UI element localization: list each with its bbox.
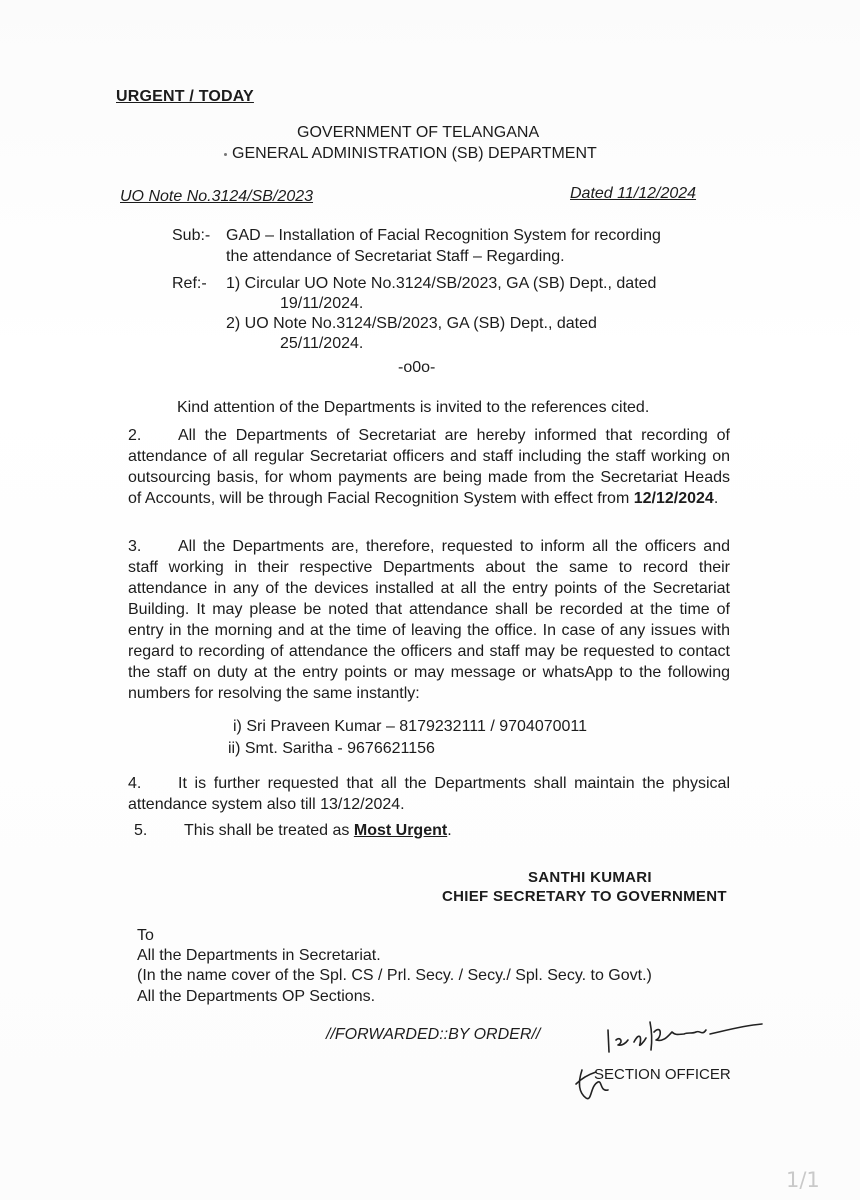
recipient-line-2: (In the name cover of the Spl. CS / Prl. Secy. / Secy./ Spl. Secy. to Govt.): [137, 967, 652, 984]
contact-2: ii) Smt. Saritha - 9676621156: [228, 740, 435, 757]
paragraph-4-text: It is further requested that all the Departments shall maintain the physical attendance system also till 13/12/2024.: [128, 775, 730, 813]
urgency-tag: URGENT / TODAY: [116, 88, 254, 105]
most-urgent-emphasis: Most Urgent: [353, 822, 448, 839]
recipient-line-1: All the Departments in Secretariat.: [137, 947, 381, 964]
uo-note-number: UO Note No.3124/SB/2023: [120, 188, 314, 205]
recipient-line-3: All the Departments OP Sections.: [137, 988, 376, 1005]
paragraph-5-text: This shall be treated as: [184, 822, 350, 839]
paragraph-3: [128, 536, 730, 704]
paragraph-3-text: All the Departments are, therefore, requested to inform all the officers and staff working in their respective Departments about the same to record their attendance in any of the devices installed at all the entry points of the Secretariat Building. It may please be noted that attendance shall be recorded at the time of entry in the morning and at the time of leaving the office. In case of any issues with regard to recording of attendance the officers and staff may be requested to contact the staff on duty at the entry points or may message or whatsApp to the following numbers for resolving the same instantly:: [128, 538, 730, 702]
paragraph-2-number: 2.: [128, 427, 142, 444]
reference-1: 1) Circular UO Note No.3124/SB/2023, GA (SB) Dept., dated: [226, 275, 657, 292]
paragraph-2-text: All the Departments of Secretariat are hereby informed that recording of attendance of all regular Secretariat officers and staff including the staff working on outsourcing basis, for whom payments are being made from the Secretariat Heads of Accounts, will be through Facial Recognition System with effect from: [128, 427, 730, 507]
subject-line-2: the attendance of Secretariat Staff – Regarding.: [226, 248, 565, 265]
paragraph-4-number: 4.: [128, 775, 142, 792]
subject-label: Sub:-: [172, 227, 211, 244]
paragraph-5-number: 5.: [134, 822, 148, 839]
reference-2-date: 25/11/2024.: [280, 335, 364, 352]
scan-speck: [224, 153, 227, 156]
department-heading: GENERAL ADMINISTRATION (SB) DEPARTMENT: [232, 145, 597, 162]
government-heading: GOVERNMENT OF TELANGANA: [297, 124, 540, 141]
forwarded-by-order: //FORWARDED::BY ORDER//: [326, 1026, 541, 1043]
page-indicator: 1/1: [786, 1168, 820, 1192]
subject-line-1: GAD – Installation of Facial Recognition System for recording: [226, 227, 661, 244]
handwritten-signature-icon: [572, 1012, 782, 1112]
reference-2: 2) UO Note No.3124/SB/2023, GA (SB) Dept., dated: [226, 315, 597, 332]
references-block: [172, 274, 656, 354]
references-label: Ref:-: [172, 275, 207, 292]
section-officer-label: SECTION OFFICER: [594, 1066, 731, 1083]
reference-1-date: 19/11/2024.: [280, 295, 364, 312]
note-date: Dated 11/12/2024: [570, 185, 697, 202]
paragraph-1: Kind attention of the Departments is invited to the references cited.: [177, 399, 650, 416]
recipients-to: To: [137, 927, 154, 944]
signatory-designation: CHIEF SECRETARY TO GOVERNMENT: [442, 888, 727, 905]
paragraph-2: 2. All the Departments of Secretariat are hereby informed that recording of attendance of all regular Secretariat officers and staff including the staff working on outsourcing basis, for whom payments are being made from the Secretariat Heads of Accounts, will be through Facial Recognition System with effect from 12/12/2024.: [128, 427, 730, 507]
paragraph-4: [128, 773, 730, 815]
paragraph-3-number: 3.: [128, 538, 142, 555]
signatory-name: SANTHI KUMARI: [528, 869, 652, 886]
effective-date: 12/12/2024: [633, 490, 714, 507]
paragraph-5: 5. This shall be treated as Most Urgent.: [134, 822, 452, 839]
contact-1: i) Sri Praveen Kumar – 8179232111 / 9704070011: [233, 718, 588, 735]
subject-block: [172, 225, 661, 267]
section-separator: -o0o-: [398, 359, 436, 376]
